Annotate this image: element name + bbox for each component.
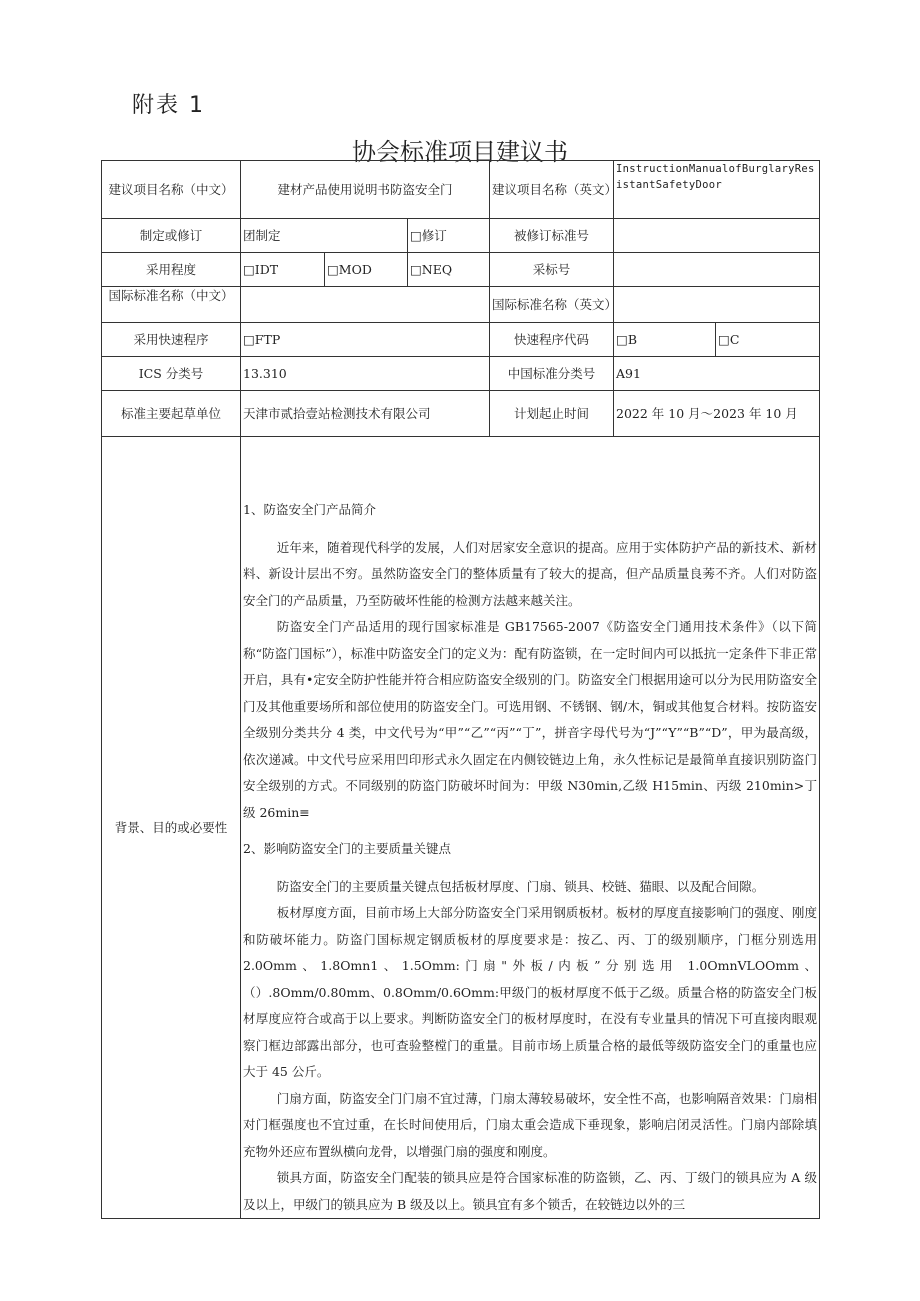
adopt-option-mod: □MOD <box>325 253 408 287</box>
document-title: 协会标准项目建议书 <box>352 138 568 166</box>
name-en-label: 建议项目名称（英文） <box>490 161 614 219</box>
intl-name-en-label: 国际标准名称（英文） <box>490 287 614 323</box>
paragraph-3: 防盗安全门的主要质量关键点包括板材厚度、门扇、锁具、校链、猫眼、以及配合间隙。 <box>276 878 765 894</box>
ics-label: ICS 分类号 <box>102 357 241 391</box>
fast-track-code-label: 快速程序代码 <box>490 323 614 357</box>
ics-value: 13.310 <box>241 357 490 391</box>
revised-standard-value <box>614 219 820 253</box>
intl-name-cn-label: 国际标准名称（中文） <box>102 287 241 323</box>
section-2-title: 2、影响防盗安全门的主要质量关键点 <box>243 841 451 856</box>
adopt-label: 采用程度 <box>102 253 241 287</box>
fast-track-code-c: □C <box>716 323 820 357</box>
period-value: 2022 年 10 月～2023 年 10 月 <box>614 391 820 437</box>
name-cn-label: 建议项目名称（中文） <box>102 161 241 219</box>
period-label: 计划起止时间 <box>490 391 614 437</box>
drafter-label: 标准主要起草单位 <box>102 391 241 437</box>
revised-standard-label: 被修订标准号 <box>490 219 614 253</box>
paragraph-6: 锁具方面，防盗安全门配装的锁具应是符合国家标准的防盗锁，乙、丙、丁级门的锁具应为 A 级及以上，甲级门的锁具应为 B 级及以上。锁具宜有多个锁舌，在较链边以外的三 <box>243 1170 818 1212</box>
name-cn-value: 建材产品使用说明书防盗安全门 <box>241 161 490 219</box>
section-1-title: 1、防盗安全门产品简介 <box>243 502 376 517</box>
adopt-option-idt: □IDT <box>241 253 325 287</box>
intl-name-en-value <box>614 287 820 323</box>
ccs-label: 中国标准分类号 <box>490 357 614 391</box>
adopt-option-neq: □NEQ <box>408 253 490 287</box>
drafter-value: 天津市贰拾壹站检测技术有限公司 <box>241 391 490 437</box>
paragraph-5: 门扇方面，防盗安全门门扇不宜过薄，门扇太薄较易破坏，安全性不高，也影响隔音效果：门扇相对门框强度也不宜过重，在长时间使用后，门扇太重会造成下垂现象，影响启闭灵活性。门扇内部除填充物外还应布置纵横向龙骨，以增强门扇的强度和刚度。 <box>243 1090 818 1159</box>
proposal-form-table <box>101 160 820 1219</box>
revise-label: 制定或修订 <box>102 219 241 253</box>
intl-name-cn-value <box>241 287 490 323</box>
background-label: 背景、目的或必要性 <box>102 437 241 1219</box>
paragraph-2: 防盗安全门产品适用的现行国家标准是 GB17565-2007《防盗安全门通用技术条件》（以下简称“防盗门国标”），标准中防盗安全门的定义为：配有防盗锁，在一定时间内可以抵抗一定条件下非正常开启，具有•定安全防护性能并符合相应防盗安全级别的门。防盗安全门根据用途可以分为民用防盗安全门及其他重要场所和部位使用的防盗安全门。可选用钢、不锈钢、钢/木，铜或其他复合材料。按防盗安全级别分类共分 4 类，中文代号为“甲”“乙”“丙”“丁”，拼音字母代号为“J”“Y”“B”“D”，甲为最高级，依次递减。中文代号应采用凹印形式永久固定在内侧铰链边上角，永久性标记是最简单直接识别防盗门安全级别的方式。不同级别的防盗门防破坏时间为：甲级 N30min,乙级 H15min、丙级 210min>丁级 26min≡ <box>243 619 818 820</box>
revise-option-revise: □修订 <box>408 219 490 253</box>
adopt-number-label: 采标号 <box>490 253 614 287</box>
fast-track-label: 采用快速程序 <box>102 323 241 357</box>
ccs-value: A91 <box>614 357 820 391</box>
paragraph-1: 近年来，随着现代科学的发展，人们对居家安全意识的提高。应用于实体防护产品的新技术、新材料、新设计层出不穷。虽然防盗安全门的整体质量有了较大的提高，但产品质量良莠不齐。人们对防盗安全门的产品质量，乃至防破坏性能的检测方法越来越关注。 <box>243 539 818 608</box>
paragraph-4: 板材厚度方面，目前市场上大部分防盗安全门采用钢质板材。板材的厚度直接影响门的强度、刚度和防破坏能力。防盗门国标规定钢质板材的厚度要求是：按乙、丙、丁的级别顺序，门框分别选用 2.0Omm、1.8Omn1、1.5Omm:门扇"外板/内板”分别选用 1.0OmnVLOOmm、（）.8Omm/0.80mm、0.8Omm/0.6Omm:甲级门的板材厚度不低于乙级。质量合格的防盗安全门板材厚度应符合或高于以上要求。判断防盗安全门的板材厚度时，在没有专业量具的情况下可直接肉眼观察门框边部露出部分，也可查验整樘门的重量。目前市场上质量合格的最低等级防盗安全门的重量也应大于 45 公斤。 <box>243 905 818 1079</box>
revise-option-new: 团制定 <box>241 219 408 253</box>
fast-track-ftp: □FTP <box>241 323 490 357</box>
name-en-value: InstructionManualofBurglaryResistantSafetyDoor <box>614 161 820 219</box>
adopt-number-value <box>614 253 820 287</box>
background-content <box>241 437 820 1219</box>
fast-track-code-b: □B <box>614 323 716 357</box>
appendix-label: 附表 1 <box>132 93 205 118</box>
